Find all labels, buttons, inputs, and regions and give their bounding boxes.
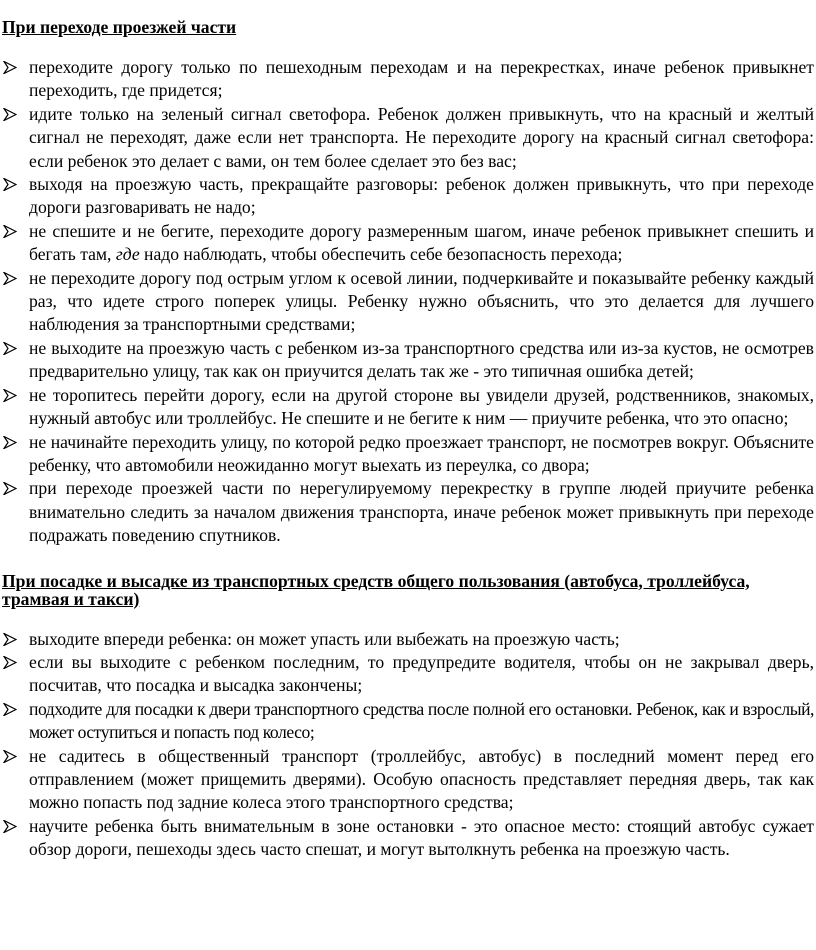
list-item [2, 337, 814, 384]
list-item [2, 431, 814, 478]
list-item [2, 173, 814, 220]
list-item-text-italic: где [115, 244, 140, 265]
list-item [2, 384, 814, 431]
arrow-bullet-icon [3, 820, 17, 833]
list-item-text: переходите дорогу только по пешеходным переходам и на перекрестках, иначе ребенок привыкнет переходить, где придется; [29, 57, 814, 101]
list-item-text: выходя на проезжую часть, прекращайте разговоры: ребенок должен привыкнуть, что при переходе дороги разговаривать не надо; [29, 174, 814, 218]
list-item [2, 103, 814, 173]
list-item-text: идите только на зеленый сигнал светофора. Ребенок должен привыкнуть, что на красный и желтый сигнал не переходят, даже если нет транспорта. Не переходите дорогу на красный сигнал светофора: если ребенок это делает с вами, он тем более сделает это без вас; [29, 103, 814, 171]
arrow-bullet-icon [3, 389, 17, 402]
list-item [2, 628, 814, 651]
list-item [2, 477, 814, 547]
list-item [2, 267, 814, 337]
list-item [2, 56, 814, 103]
arrow-bullet-icon [3, 178, 17, 191]
list-item-text-part: надо наблюдать, чтобы обеспечить себе безопасность перехода; [139, 244, 623, 265]
list-item-text: не начинайте переходить улицу, по которой редко проезжает транспорт, не посмотрев вокруг. Объясните ребенку, что автомобили неожиданно могут выехать из переулка, со двора; [29, 431, 814, 475]
arrow-bullet-icon [3, 750, 17, 763]
arrow-bullet-icon [3, 108, 17, 121]
list-item-text: не торопитесь перейти дорогу, если на другой стороне вы увидели друзей, родственников, знакомых, нужный автобус или троллейбус. Не спешите и не бегите к ним — приучите ребенка, что это опасно; [29, 384, 814, 429]
boarding-rules-list [2, 628, 814, 862]
arrow-bullet-icon [3, 656, 17, 669]
list-item-text: не выходите на проезжую часть с ребенком из-за транспортного средства или из-за кустов, не осмотрев предварительно улицу, так как он приучится делать так же - это типичная ошибка детей; [29, 337, 814, 382]
crossing-rules-list [2, 56, 814, 548]
arrow-bullet-icon [3, 703, 17, 716]
section-title-boarding: При посадке и высадке из транспортных средств общего пользования (автобуса, троллейбуса, трамвая и такси) [2, 570, 750, 609]
section-title-crossing: При переходе проезжей части [2, 17, 237, 37]
list-item-text: не садитесь в общественный транспорт (троллейбус, автобус) в последний момент перед его отправлением (может прищемить дверями). Особую опасность представляет передняя дверь, так как можно попасть под задние колеса этого транспортного средства; [29, 745, 814, 813]
arrow-bullet-icon [3, 342, 17, 355]
list-item-text: при переходе проезжей части по нерегулируемому перекрестку в группе людей приучите ребенка внимательно следить за началом движения транспорта, иначе ребенок может привыкнуть при переходе подражать поведению спутников. [29, 478, 814, 546]
list-item-text: если вы выходите с ребенком последним, то предупредите водителя, чтобы он не закрывал дверь, посчитав, что посадка и высадка закончены; [29, 651, 814, 696]
list-item-text-part: не спешите и не бегите, переходите дорогу размеренным шагом, иначе ребенок привыкнет спешить и бегать там, [29, 220, 814, 265]
list-item [2, 745, 814, 815]
arrow-bullet-icon [3, 272, 17, 285]
arrow-bullet-icon [3, 61, 17, 74]
list-item [2, 815, 814, 862]
list-item-text: подходите для посадки к двери транспортного средства после полной его остановки. Ребенок, как и взрослый, может оступиться и попасть под колесо; [29, 698, 814, 743]
arrow-bullet-icon [3, 225, 17, 238]
arrow-bullet-icon [3, 436, 17, 449]
arrow-bullet-icon [3, 482, 17, 495]
list-item [2, 220, 814, 267]
list-item-text: научите ребенка быть внимательным в зоне остановки - это опасное место: стоящий автобус сужает обзор дороги, пешеходы здесь часто спешат, и могут вытолкнуть ребенка на проезжую часть. [29, 815, 814, 860]
list-item-text: выходите впереди ребенка: он может упасть или выбежать на проезжую часть; [29, 628, 620, 649]
list-item [2, 651, 814, 698]
list-item-text: не переходите дорогу под острым углом к осевой линии, подчеркивайте и показывайте ребенку каждый раз, что идете строго поперек улицы. Ребенку нужно объяснить, что это делается для лучшего наблюдения за транспортными средствами; [29, 267, 814, 335]
list-item [2, 698, 814, 745]
arrow-bullet-icon [3, 633, 17, 646]
